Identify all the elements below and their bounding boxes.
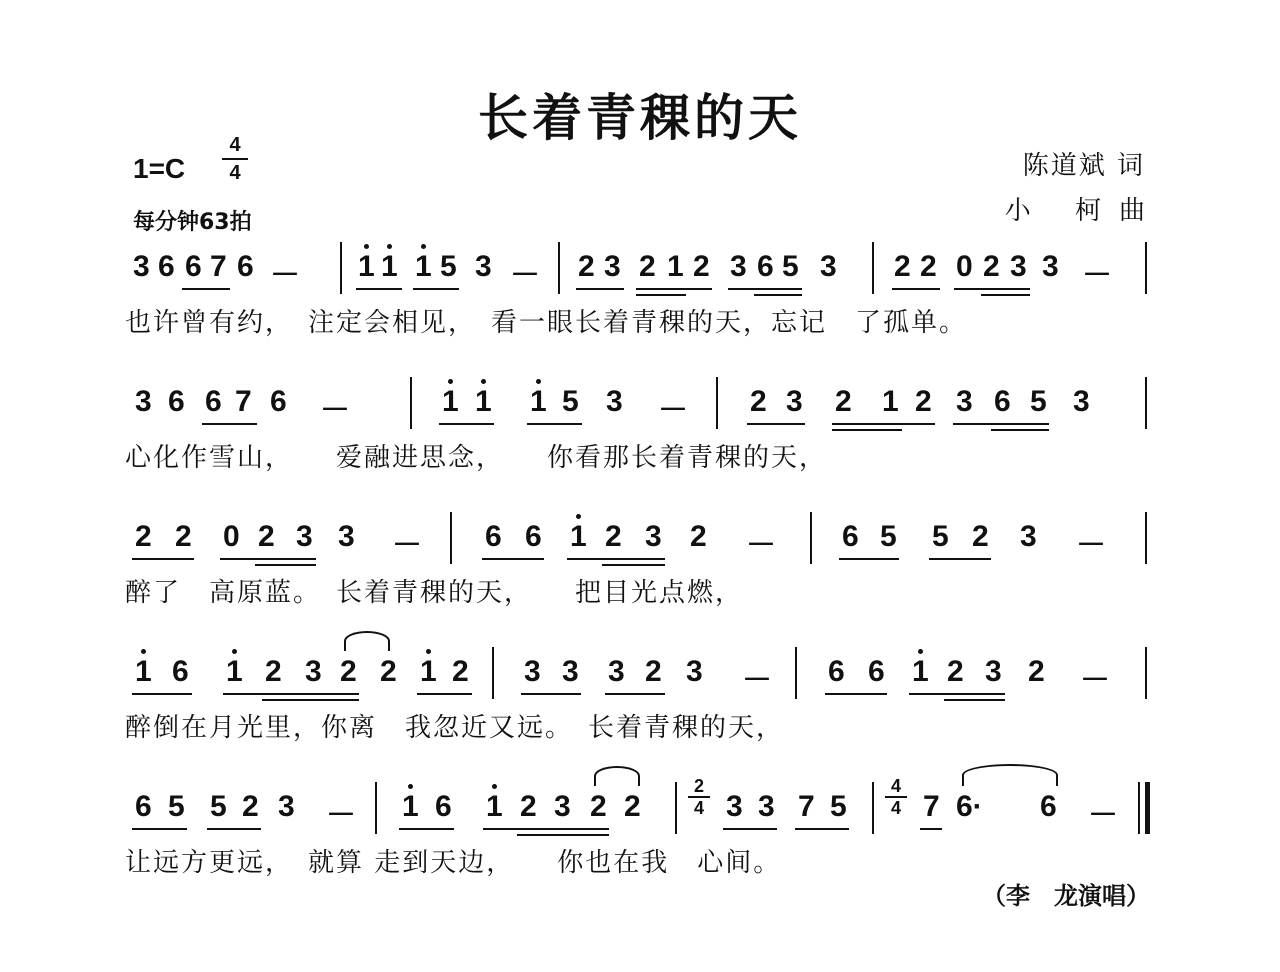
- underline: [417, 693, 472, 695]
- note: 2: [983, 250, 1000, 283]
- note: 6: [868, 655, 885, 688]
- singer-credit: （李 龙演唱）: [982, 882, 1150, 910]
- note: 2: [624, 790, 641, 823]
- note: 2: [972, 520, 989, 553]
- note: 1: [226, 655, 243, 688]
- tie-arc: [344, 631, 390, 651]
- note: 2: [1028, 655, 1045, 688]
- time-signature-bottom: 4: [229, 162, 241, 184]
- note: 3: [1020, 520, 1037, 553]
- note: 3: [604, 250, 621, 283]
- barline: [795, 647, 797, 699]
- note: 1: [381, 250, 398, 283]
- note: 3: [554, 790, 571, 823]
- note: 6: [135, 790, 152, 823]
- note: 3: [686, 655, 703, 688]
- notation-row: [130, 776, 1155, 848]
- final-barline: [1145, 782, 1150, 834]
- note: 6: [1040, 790, 1057, 823]
- note: 1: [415, 250, 432, 283]
- lyrics-line: 也许曾有约， 注定会相见， 看一眼长着青稞的天，忘记 了孤单。: [125, 308, 968, 338]
- note: 3: [956, 385, 973, 418]
- note: 3: [730, 250, 747, 283]
- note: 1: [667, 250, 684, 283]
- note: 2: [947, 655, 964, 688]
- underline: [944, 699, 1005, 701]
- note: 3: [1042, 250, 1059, 283]
- underline: [482, 558, 544, 560]
- note: 2: [578, 250, 595, 283]
- note: 2: [590, 790, 607, 823]
- note: 3: [1010, 250, 1027, 283]
- lyrics-line: 心化作雪山， 爱融进思念， 你看那长着青稞的天，: [125, 443, 828, 473]
- underline: [527, 423, 582, 425]
- underline: [825, 693, 887, 695]
- underline: [132, 693, 192, 695]
- note: 6: [842, 520, 859, 553]
- note: －: [742, 664, 772, 697]
- underline: [517, 834, 609, 836]
- note: 3: [562, 655, 579, 688]
- underline: [795, 828, 849, 830]
- note: －: [392, 529, 422, 562]
- barline: [810, 512, 812, 564]
- note: 2: [894, 250, 911, 283]
- lyrics-line: 醉倒在月光里，你离 我忽近又远。 长着青稞的天，: [125, 713, 785, 743]
- notation-row: [130, 655, 1155, 713]
- note: 2: [915, 385, 932, 418]
- barline: [492, 647, 494, 699]
- note: 3: [985, 655, 1002, 688]
- note: 5: [880, 520, 897, 553]
- note: 2: [690, 520, 707, 553]
- barline: [675, 782, 677, 834]
- note: 3: [645, 520, 662, 553]
- note: 6: [237, 250, 254, 283]
- note: 7: [798, 790, 815, 823]
- note: －: [1082, 259, 1112, 292]
- note: －: [1088, 799, 1118, 832]
- lyrics-line: 醉了 高原蓝。 长着青稞的天， 把目光点燃，: [125, 578, 744, 608]
- note: 5: [168, 790, 185, 823]
- tempo-marking: 每分钟63拍: [133, 210, 252, 235]
- note: 2: [258, 520, 275, 553]
- note: －: [658, 394, 688, 427]
- underline: [953, 423, 1049, 425]
- underline: [920, 828, 942, 830]
- note: 6: [168, 385, 185, 418]
- barline: [450, 512, 452, 564]
- note: 3: [758, 790, 775, 823]
- note: 1: [358, 250, 375, 283]
- note: 2: [380, 655, 397, 688]
- note: －: [510, 259, 540, 292]
- note: 1: [475, 385, 492, 418]
- time-signature-change: 2 4: [688, 776, 710, 818]
- barline: [1145, 242, 1147, 294]
- note: 6: [485, 520, 502, 553]
- underline: [602, 564, 665, 566]
- underline: [255, 564, 316, 566]
- time-signature-top: 4: [229, 134, 241, 156]
- note: 5: [440, 250, 457, 283]
- note: 2: [265, 655, 282, 688]
- underline: [723, 828, 777, 830]
- note: －: [1080, 664, 1110, 697]
- underline: [399, 828, 454, 830]
- note: 5: [830, 790, 847, 823]
- underline: [483, 828, 609, 830]
- underline: [356, 288, 402, 290]
- underline: [223, 693, 359, 695]
- tie-arc: [594, 766, 640, 786]
- note: 6: [172, 655, 189, 688]
- note: 2: [835, 385, 852, 418]
- song-title: 长着青稞的天: [478, 88, 802, 147]
- note: 6: [994, 385, 1011, 418]
- note: 3: [606, 385, 623, 418]
- underline: [132, 828, 187, 830]
- note: 3: [305, 655, 322, 688]
- note: 3: [1073, 385, 1090, 418]
- note: 3: [133, 250, 150, 283]
- note: 2: [639, 250, 656, 283]
- underline: [636, 288, 712, 290]
- barline: [340, 242, 342, 294]
- underline: [413, 288, 459, 290]
- note: 3: [296, 520, 313, 553]
- note: 5: [210, 790, 227, 823]
- composer-credit: 小 柯曲: [1004, 196, 1163, 226]
- note: 1: [912, 655, 929, 688]
- note: 0: [956, 250, 973, 283]
- underline: [207, 828, 261, 830]
- note: 6: [185, 250, 202, 283]
- note: 6: [828, 655, 845, 688]
- note: 2: [645, 655, 662, 688]
- underline: [567, 558, 665, 560]
- barline: [1145, 377, 1147, 429]
- note: 6·: [956, 790, 983, 823]
- note: 3: [820, 250, 837, 283]
- note: 3: [338, 520, 355, 553]
- note: －: [326, 799, 356, 832]
- note: 3: [135, 385, 152, 418]
- underline: [832, 429, 902, 431]
- barline: [872, 242, 874, 294]
- note: 6: [525, 520, 542, 553]
- note: 3: [475, 250, 492, 283]
- underline: [747, 423, 805, 425]
- underline: [892, 288, 940, 290]
- note: 3: [608, 655, 625, 688]
- note: 6: [158, 250, 175, 283]
- underline: [262, 699, 359, 701]
- notation-row: [130, 385, 1155, 443]
- underline: [839, 558, 899, 560]
- underline: [132, 558, 194, 560]
- underline: [439, 423, 494, 425]
- time-signature-change: 4 4: [885, 776, 907, 818]
- note: 6: [757, 250, 774, 283]
- note: 3: [278, 790, 295, 823]
- notation-row: [130, 250, 1155, 308]
- note: 1: [135, 655, 152, 688]
- underline: [754, 294, 802, 296]
- barline: [1138, 782, 1140, 834]
- underline: [954, 288, 1030, 290]
- barline: [1145, 647, 1147, 699]
- underline: [929, 558, 991, 560]
- note: －: [1076, 529, 1106, 562]
- note: 2: [605, 520, 622, 553]
- underline: [521, 693, 581, 695]
- note: －: [320, 394, 350, 427]
- underline: [576, 288, 624, 290]
- underline: [182, 288, 230, 290]
- barline: [872, 782, 874, 834]
- note: 6: [270, 385, 287, 418]
- note: 1: [420, 655, 437, 688]
- underline: [202, 423, 257, 425]
- underline: [981, 294, 1030, 296]
- note: 2: [520, 790, 537, 823]
- time-signature: [222, 133, 248, 185]
- barline: [410, 377, 412, 429]
- tie-arc: [962, 764, 1058, 786]
- note: 2: [452, 655, 469, 688]
- lyricist-credit: 陈道斌 词: [1022, 151, 1145, 181]
- note: 2: [750, 385, 767, 418]
- note: 3: [524, 655, 541, 688]
- note: 3: [726, 790, 743, 823]
- note: 2: [175, 520, 192, 553]
- barline: [1145, 512, 1147, 564]
- note: 2: [920, 250, 937, 283]
- note: 2: [693, 250, 710, 283]
- note: 5: [782, 250, 799, 283]
- lyrics-line: 让远方更远， 就算 走到天边， 你也在我 心间。: [125, 848, 782, 878]
- note: 1: [442, 385, 459, 418]
- notation-row: [130, 520, 1155, 578]
- note: －: [270, 259, 300, 292]
- note: 1: [486, 790, 503, 823]
- underline: [991, 429, 1049, 431]
- note: 7: [210, 250, 227, 283]
- underline: [728, 288, 802, 290]
- note: 3: [786, 385, 803, 418]
- barline: [558, 242, 560, 294]
- barline: [716, 377, 718, 429]
- note: 6: [205, 385, 222, 418]
- note: 5: [562, 385, 579, 418]
- note: 2: [242, 790, 259, 823]
- underline: [605, 693, 665, 695]
- note: 2: [135, 520, 152, 553]
- note: 1: [570, 520, 587, 553]
- note: 5: [1030, 385, 1047, 418]
- key-signature: 1=C: [133, 153, 186, 184]
- note: 5: [932, 520, 949, 553]
- barline: [375, 782, 377, 834]
- note: 6: [435, 790, 452, 823]
- underline: [909, 693, 1005, 695]
- note: 1: [402, 790, 419, 823]
- note: －: [746, 529, 776, 562]
- time-signature-bar: [222, 158, 248, 160]
- note: 1: [530, 385, 547, 418]
- underline: [636, 294, 686, 296]
- underline: [220, 558, 316, 560]
- note: 7: [235, 385, 252, 418]
- note: 1: [882, 385, 899, 418]
- note: 0: [223, 520, 240, 553]
- note: 2: [340, 655, 357, 688]
- note: 7: [923, 790, 940, 823]
- underline: [832, 423, 935, 425]
